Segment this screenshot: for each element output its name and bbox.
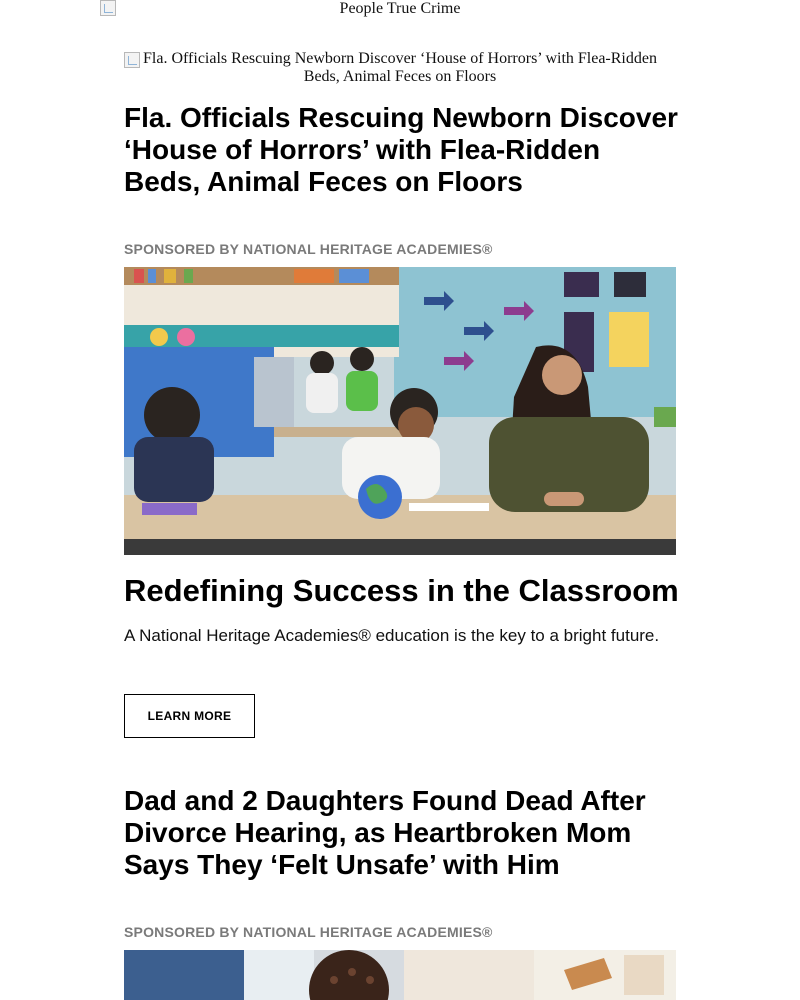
hero-image-alt-text: Fla. Officials Rescuing Newborn Discover ‘House of Horrors’ with Flea-Ridden Beds, Animal Feces on Floors xyxy=(143,50,657,85)
sponsor-label-2: SPONSORED BY NATIONAL HERITAGE ACADEMIES® xyxy=(124,924,493,940)
classroom-photo[interactable] xyxy=(124,267,676,555)
ad-title[interactable]: Redefining Success in the Classroom xyxy=(124,573,679,608)
broken-image-icon xyxy=(100,0,116,16)
hero-image[interactable] xyxy=(124,50,676,86)
logo[interactable] xyxy=(0,0,800,20)
article-headline-1[interactable]: Fla. Officials Rescuing Newborn Discover ‘House of Horrors’ with Flea-Ridden Beds, Animal Feces on Floors xyxy=(124,102,678,197)
article-headline-2[interactable]: Dad and 2 Daughters Found Dead After Divorce Hearing, as Heartbroken Mom Says They ‘Felt Unsafe’ with Him xyxy=(124,785,646,880)
learn-more-button[interactable]: LEARN MORE xyxy=(124,694,255,738)
ad-description: A National Heritage Academies® education is the key to a bright future. xyxy=(124,626,660,645)
classroom-illustration xyxy=(124,267,676,555)
student-illustration xyxy=(124,950,676,1000)
student-photo[interactable] xyxy=(124,950,676,1000)
logo-alt-text: People True Crime xyxy=(339,0,461,17)
sponsor-label-1: SPONSORED BY NATIONAL HERITAGE ACADEMIES® xyxy=(124,241,493,257)
broken-image-icon xyxy=(124,52,140,68)
